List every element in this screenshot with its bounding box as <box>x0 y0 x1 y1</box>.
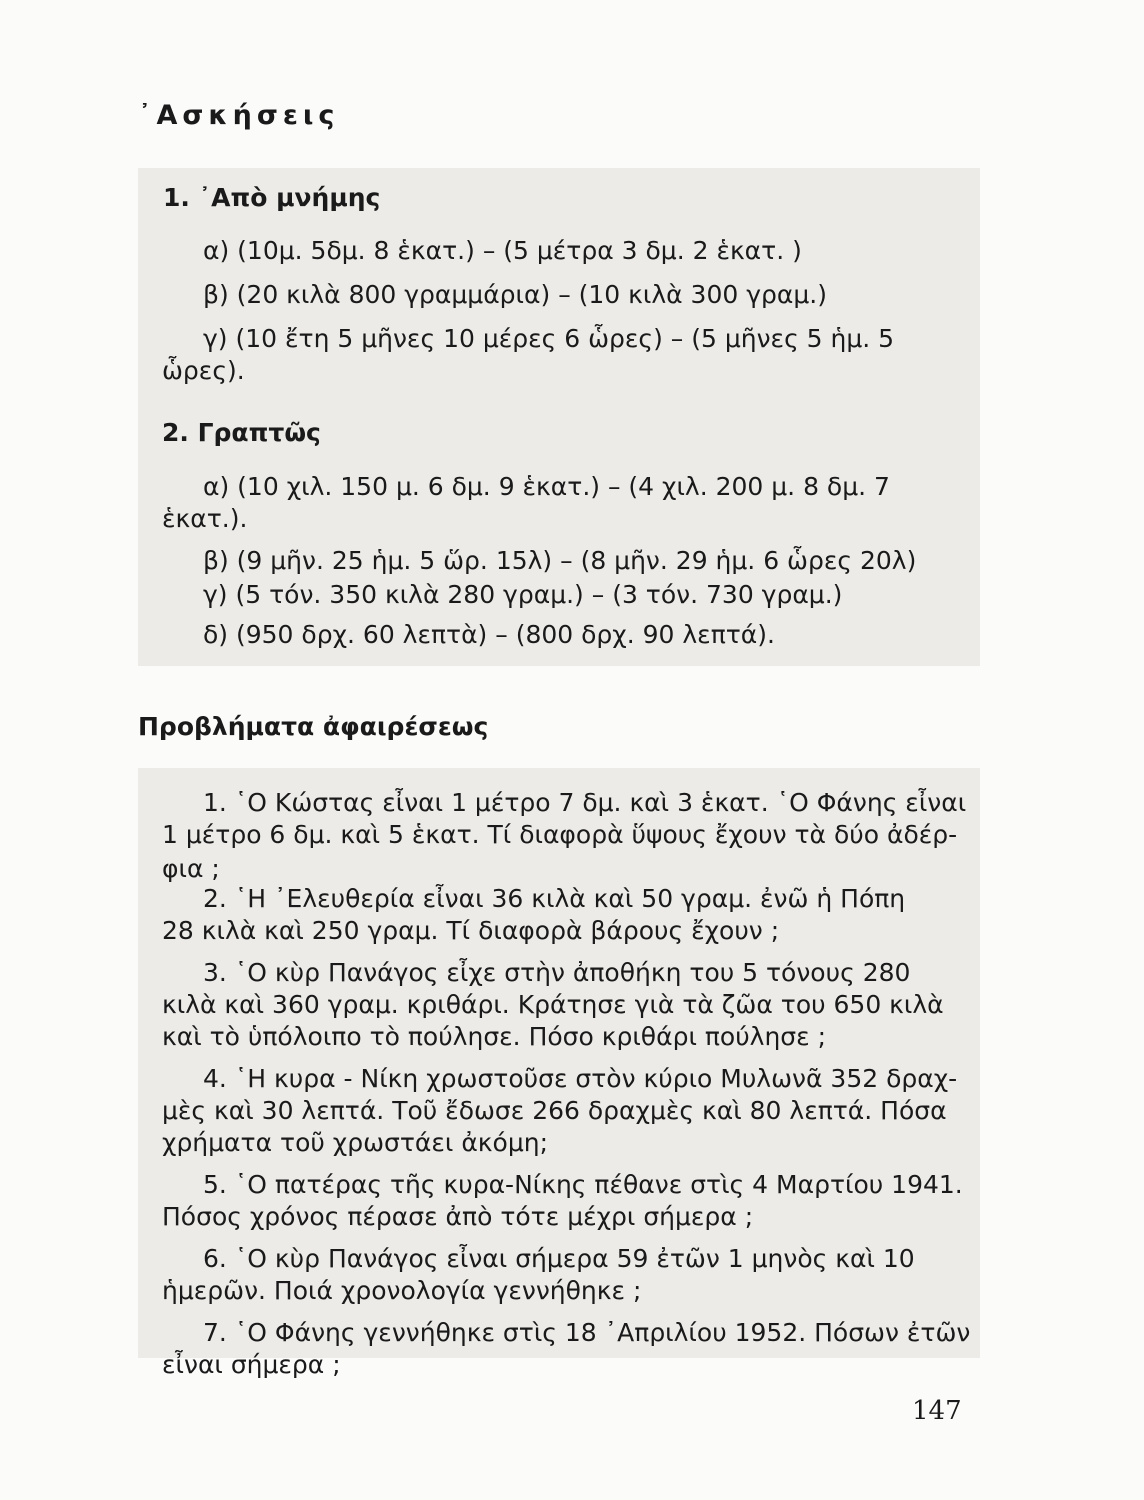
problem-line: χρήματα τοῦ χρωστάει ἀκόμη; <box>162 1128 548 1157</box>
problem-line: μὲς καὶ 30 λεπτά. Τοῦ ἔδωσε 266 δραχμὲς καὶ 80 λεπτά. Πόσα <box>162 1096 947 1125</box>
problem-line: 28 κιλὰ καὶ 250 γραμ. Τί διαφορὰ βάρους ἔχουν ; <box>162 916 780 945</box>
exercises-title: ᾿Ασκήσεις <box>138 100 340 131</box>
page-number: 147 <box>912 1396 962 1426</box>
memory-line: β) (20 κιλὰ 800 γραμμάρια) – (10 κιλὰ 300 γραμ.) <box>203 280 827 309</box>
written-line: ἑκατ.). <box>162 504 248 533</box>
written-heading: 2. Γραπτῶς <box>162 418 321 447</box>
memory-heading: 1. ᾿Απὸ μνήμης <box>163 183 381 212</box>
problem-line: κιλὰ καὶ 360 γραμ. κριθάρι. Κράτησε γιὰ τὰ ζῶα του 650 κιλὰ <box>162 990 944 1019</box>
problem-line: 6. ῾Ο κὺρ Πανάγος εἶναι σήμερα 59 ἐτῶν 1 μηνὸς καὶ 10 <box>203 1244 915 1273</box>
problem-line: Πόσος χρόνος πέρασε ἀπὸ τότε μέχρι σήμερα ; <box>162 1202 754 1231</box>
problem-line: ἡμερῶν. Ποιά χρονολογία γεννήθηκε ; <box>162 1276 642 1305</box>
written-line: γ) (5 τόν. 350 κιλὰ 280 γραμ.) – (3 τόν. 730 γραμ.) <box>203 580 843 609</box>
memory-line: γ) (10 ἔτη 5 μῆνες 10 μέρες 6 ὧρες) – (5 μῆνες 5 ἡμ. 5 <box>203 324 895 353</box>
problem-line: 2. ῾Η ᾿Ελευθερία εἶναι 36 κιλὰ καὶ 50 γραμ. ἐνῶ ἡ Πόπη <box>203 884 906 913</box>
problems-heading: Προβλήματα ἀφαιρέσεως <box>138 712 489 741</box>
memory-line: α) (10μ. 5δμ. 8 ἑκατ.) – (5 μέτρα 3 δμ. 2 ἑκατ. ) <box>203 236 802 265</box>
problem-line: 4. ῾Η κυρα - Νίκη χρωστοῦσε στὸν κύριο Μυλωνᾶ 352 δραχ- <box>203 1064 958 1093</box>
problem-line: 7. ῾Ο Φάνης γεννήθηκε στὶς 18 ᾿Απριλίου 1952. Πόσων ἐτῶν <box>203 1318 971 1347</box>
memory-line: ὧρες). <box>162 356 245 385</box>
problem-line: 3. ῾Ο κὺρ Πανάγος εἶχε στὴν ἀποθήκη του 5 τόνους 280 <box>203 958 911 987</box>
problem-line: 5. ῾Ο πατέρας τῆς κυρα-Νίκης πέθανε στὶς 4 Μαρτίου 1941. <box>203 1170 963 1199</box>
written-line: β) (9 μῆν. 25 ἡμ. 5 ὥρ. 15λ) – (8 μῆν. 29 ἡμ. 6 ὧρες 20λ) <box>203 546 917 575</box>
problem-line: εἶναι σήμερα ; <box>162 1350 341 1379</box>
problem-line: καὶ τὸ ὑπόλοιπο τὸ πούλησε. Πόσο κριθάρι πούλησε ; <box>162 1022 827 1051</box>
problem-line: 1 μέτρο 6 δμ. καὶ 5 ἑκατ. Τί διαφορὰ ὕψους ἔχουν τὰ δύο ἀδέρ- <box>162 820 958 849</box>
problem-line: 1. ῾Ο Κώστας εἶναι 1 μέτρο 7 δμ. καὶ 3 ἑκατ. ῾Ο Φάνης εἶναι <box>203 788 967 817</box>
problem-line: φια ; <box>162 854 220 883</box>
written-line: α) (10 χιλ. 150 μ. 6 δμ. 9 ἑκατ.) – (4 χιλ. 200 μ. 8 δμ. 7 <box>203 472 890 501</box>
written-line: δ) (950 δρχ. 60 λεπτὰ) – (800 δρχ. 90 λεπτά). <box>203 620 775 649</box>
